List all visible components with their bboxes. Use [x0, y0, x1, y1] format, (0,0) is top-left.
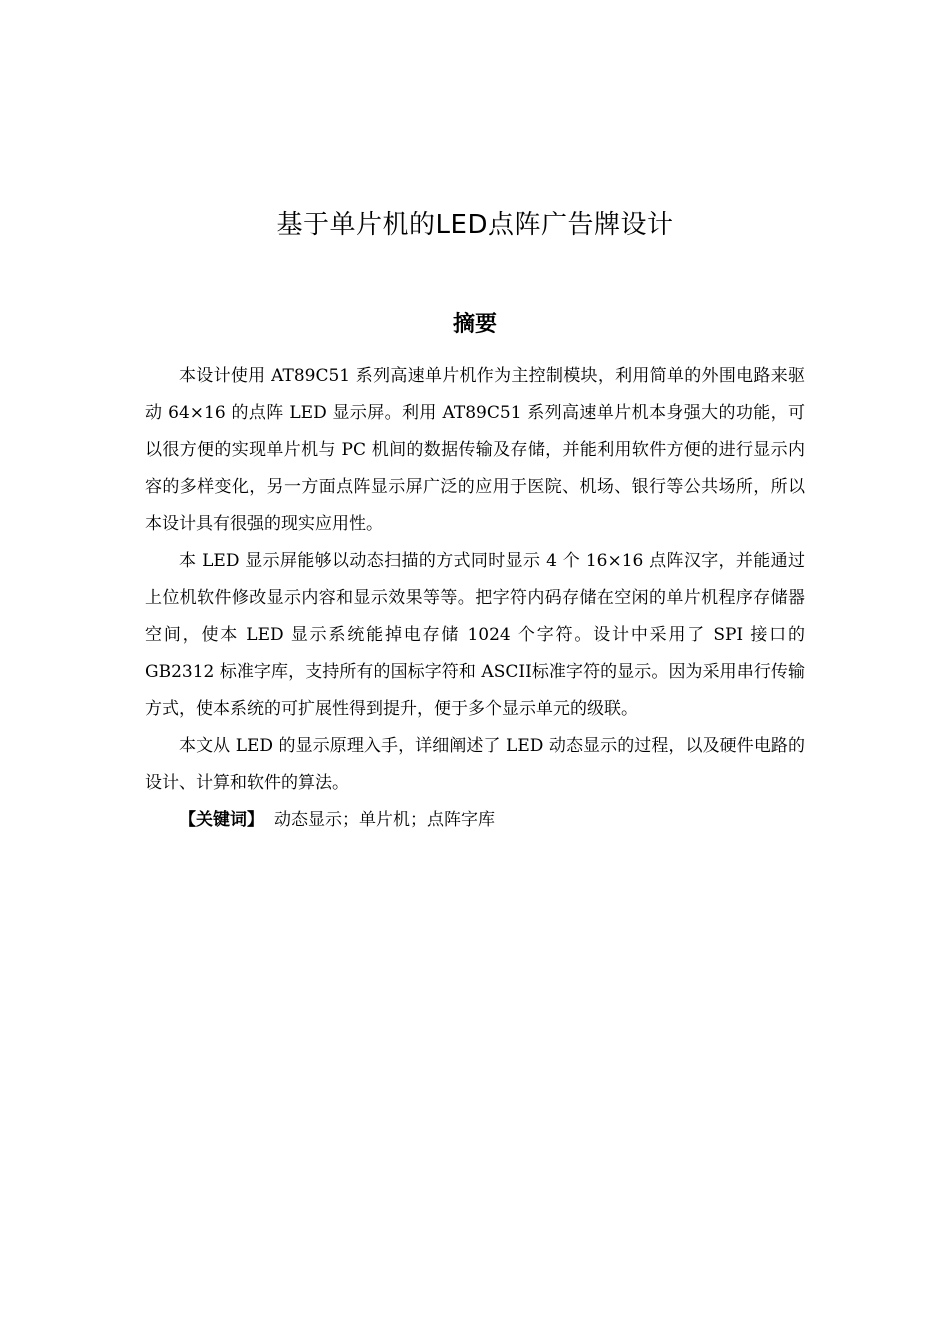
abstract-paragraph-2: 本 LED 显示屏能够以动态扫描的方式同时显示 4 个 16×16 点阵汉字，并能通过上位机软件修改显示内容和显示效果等等。把字符内码存储在空闲的单片机程序存储器空间，使本 LED 显示系统能掉电存储 1024 个字符。设计中采用了 SPI 接口的 GB2312 标准字库，支持所有的国标字符和 ASCII标准字符的显示。因为采用串行传输方式，使本系统的可扩展性得到提升，便于多个显示单元的级联。	[145, 551, 805, 719]
keywords-label: 【关键词】	[179, 810, 264, 830]
abstract-paragraph-3: 本文从 LED 的显示原理入手，详细阐述了 LED 动态显示的过程，以及硬件电路的设计、计算和软件的算法。	[145, 736, 805, 793]
keywords-line	[145, 802, 805, 839]
abstract-heading: 摘要	[452, 312, 497, 337]
abstract-body	[145, 358, 805, 839]
abstract-paragraph-1: 本设计使用 AT89C51 系列高速单片机作为主控制模块，利用简单的外围电路来驱动 64×16 的点阵 LED 显示屏。利用 AT89C51 系列高速单片机本身强大的功能，可以很方便的实现单片机与 PC 机间的数据传输及存储，并能利用软件方便的进行显示内容的多样变化，另一方面点阵显示屏广泛的应用于医院、机场、银行等公共场所，所以本设计具有很强的现实应用性。	[145, 366, 805, 534]
keywords-values: 动态显示；单片机；点阵字库	[274, 810, 495, 830]
document-title: 基于单片机的LED点阵广告牌设计	[276, 210, 674, 240]
